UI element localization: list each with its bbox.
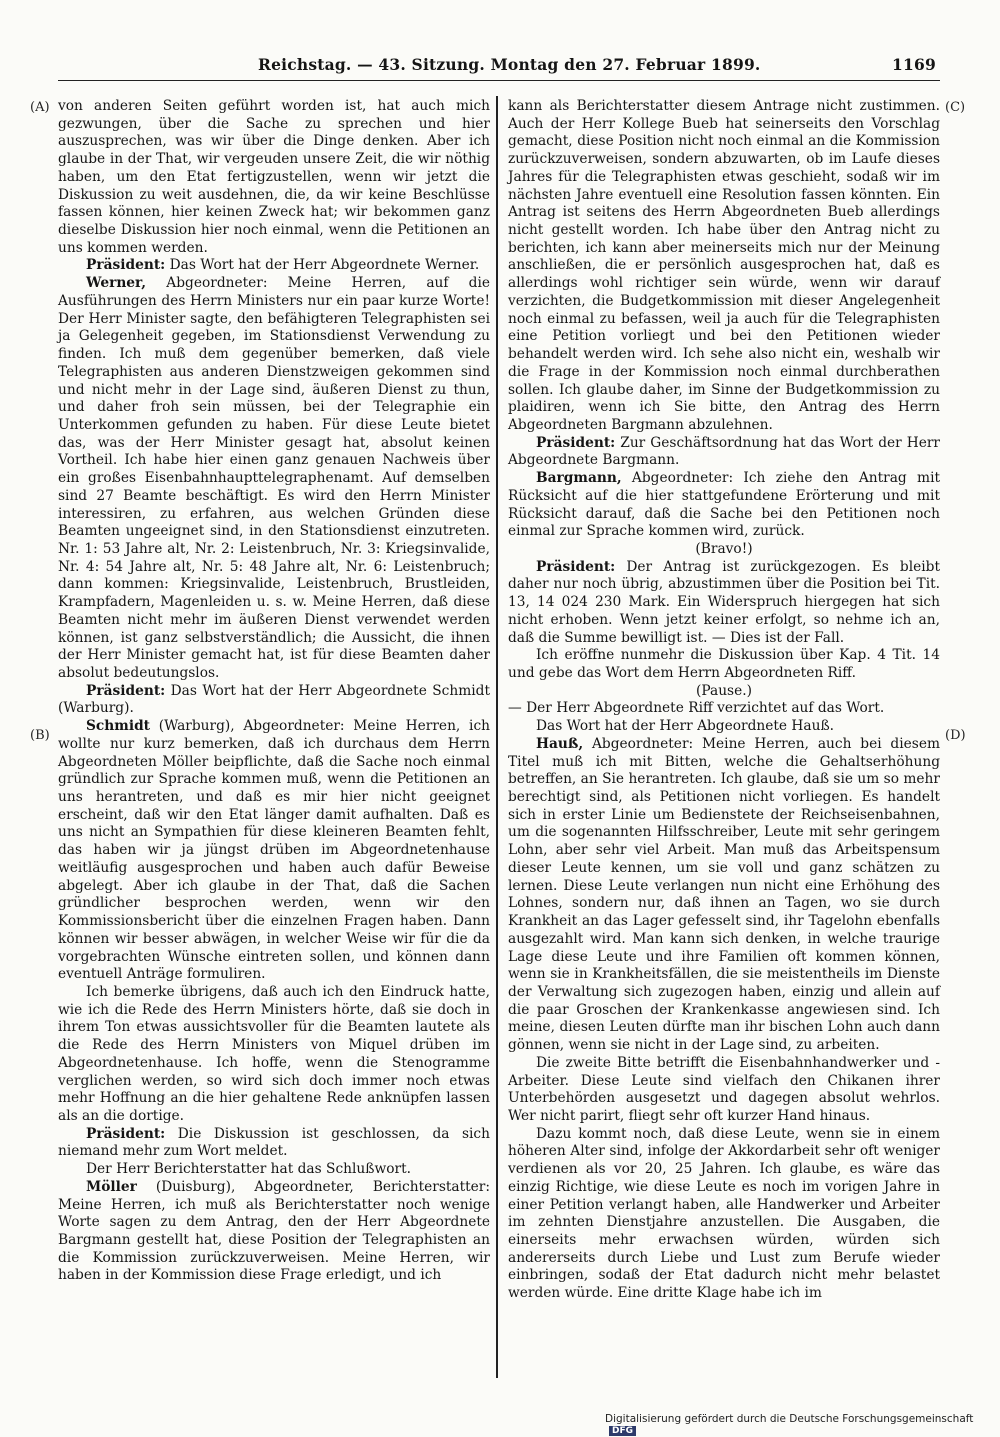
paragraph-text: Die Diskussion ist geschlossen, da sich niemand mehr zum Wort meldet. xyxy=(58,1125,490,1160)
paragraph xyxy=(58,1179,490,1285)
footer-credit xyxy=(605,1413,1000,1437)
header-title: Reichstag. — 43. Sitzung. Montag den 27. Februar 1899. xyxy=(258,55,761,74)
speaker-name: Möller xyxy=(86,1178,137,1195)
paragraph xyxy=(508,700,940,718)
paragraph xyxy=(508,435,940,470)
margin-mark-b: (B) xyxy=(30,728,50,743)
paragraph xyxy=(508,647,940,682)
speaker-name: Präsident: xyxy=(86,1125,166,1142)
page-number: 1169 xyxy=(892,55,936,74)
paragraph-text: Ich bemerke übrigens, daß auch ich den Eindruck hatte, wie ich die Rede des Herrn Ministers hörte, daß sie doch in ihrem Ton etwas aussichtsvoller für die Beamten lautete als die Rede des Herrn Ministers von Miquel drüben im Abgeordnetenhause. Ich hoffe, wenn die Stenogramme verglichen werden, so wird sich doch immer noch etwas mehr Hoffnung an die hier gehaltene Rede anknüpfen lassen als an die dortige. xyxy=(58,983,490,1124)
paragraph xyxy=(58,683,490,718)
speaker-name: Präsident: xyxy=(536,558,616,575)
paragraph-text: — Der Herr Abgeordnete Riff verzichtet auf das Wort. xyxy=(508,700,885,717)
paragraph xyxy=(508,98,940,435)
speaker-name: Werner, xyxy=(86,275,147,292)
paragraph xyxy=(508,1055,940,1126)
paragraph-text: Dazu kommt noch, daß diese Leute, wenn sie in einem höheren Alter sind, infolge der Akkordarbeit sehr oft weniger verdienen als vor 20, 25 Jahren. Ich glaube, es wäre das einzig Richtige, wie diese Leute es noch im vorigen Jahre in einer Petition verlangt haben, alle Handwerker und Arbeiter im zehnten Dienstjahre anzustellen. Die Ausgaben, die einerseits mehr erwachsen würden, würden sich andererseits durch Liebe und Lust zum Berufe wieder einbringen, sodaß der Etat dadurch nicht mehr belastet werden würde. Eine dritte Klage habe ich im xyxy=(508,1125,940,1302)
paragraph xyxy=(58,984,490,1126)
paragraph-text: Die zweite Bitte betrifft die Eisenbahnhandwerker und -Arbeiter. Diese Leute sind vielfach den Chikanen ihrer Unterbehörden ausgesetzt und dagegen absolut wehrlos. Wer nicht parirt, fliegt sehr oft kurzer Hand hinaus. xyxy=(508,1054,940,1124)
column-divider xyxy=(496,96,498,1378)
paragraph-text: Abgeordneter: Meine Herren, auch bei diesem Titel muß ich mit Bitten, welche die Gehaltserhöhung betreffen, an Sie herantreten. Ich glaube, daß sie um so mehr berechtigt sind, als Petitionen nicht vorliegen. Es handelt sich in erster Linie um Bedienstete der Reichseisenbahnen, um die sogenannten Hilfsschreiber, Leute mit sehr geringem Lohn, aber sehr viel Arbeit. Man muß das Arbeitspensum dieser Leute kennen, um sie voll und ganz schätzen zu lernen. Diese Leute verlangen nun nicht eine Erhöhung des Lohnes, sondern nur, daß ihnen an Tagen, wo sie durch Krankheit an das Lager gefesselt sind, ihr Tagelohn ebenfalls ausgezahlt wird. Man kann sich denken, in welche traurige Lage diese Leute und ihre Familien oft kommen können, wenn sie in Krankheitsfällen, die sie meistentheils im Dienste der Verwaltung sich zugezogen haben, einzig und allein auf die paar Groschen der Krankenkasse angewiesen sind. Ich meine, diesen Leuten dürfte man ihr bischen Lohn auch dann gönnen, wenn sie nicht in der Lage sind, zu arbeiten. xyxy=(508,735,940,1054)
speaker-name: Hauß, xyxy=(536,735,584,752)
paragraph-text: Abgeordneter: Meine Herren, auf die Ausführungen des Herrn Ministers nur ein paar kurze Worte! Der Herr Minister sagte, den befähigteren Telegraphisten sei ja Gelegenheit gegeben, im Stationsdienst Verwendung zu finden. Ich muß dem gegenüber bemerken, daß viele Telegraphisten aus anderen Dienstzweigen gekommen sind und nicht mehr in der Lage sind, äußeren Dienst zu thun, und daher froh sein müssen, bei der Telegraphie ein Unterkommen gefunden zu haben. Für diese Leute bietet das, was der Herr Minister gesagt hat, absolut keinen Vortheil. Ich habe hier einen ganz genauen Nachweis über ein großes Eisenbahnhaupttelegraphenamt. Auf demselben sind 27 Beamte beschäftigt. Es wird den Herrn Minister interessiren, zu erfahren, aus welchen Gründen diese Beamten ungeeignet sind, in den Stationsdienst einzutreten. Nr. 1: 53 Jahre alt, Nr. 2: Leistenbruch, Nr. 3: Kriegsinvalide, Nr. 4: 54 Jahre alt, Nr. 5: 48 Jahre alt, Nr. 6: Leistenbruch; dann kommen: Kriegsinvalide, Leistenbruch, Brustleiden, Krampfadern, Magenleiden u. s. w. Meine Herren, daß diese Beamten nicht mehr im äußeren Dienst verwendet werden können, ist ganz selbstverständlich; die Aussicht, die ihnen der Herr Minister gemacht hat, ist für diese Beamten daher absolut bedeutungslos. xyxy=(58,275,490,681)
paragraph-text: (Duisburg), Abgeordneter, Berichterstatter: Meine Herren, ich muß als Berichterstatter noch wenige Worte sagen zu dem Antrag, den der Herr Abgeordnete Bargmann gestellt hat, diese Position der Telegraphisten an die Kommission zurückzuverweisen. Meine Herren, wir haben in der Kommission diese Frage erledigt, und ich xyxy=(58,1178,490,1284)
paragraph-text: von anderen Seiten geführt worden ist, hat auch mich gezwungen, über die Sache zu sprechen und hier auszusprechen, was wir über die Dinge denken. Aber ich glaube in der That, wir vergeuden unsere Zeit, die wir nöthig haben, um den Etat fertigzustellen, wenn wir jetzt die Diskussion zu weit ausdehnen, die, da wir keine Beschlüsse fassen können, hier keinen Zweck hat; wir bekommen ganz dieselbe Diskussion hier noch einmal, wenn die Petitionen an uns kommen werden. xyxy=(58,98,490,256)
paragraph xyxy=(58,275,490,683)
paragraph xyxy=(58,98,490,257)
paragraph xyxy=(58,1126,490,1161)
running-header xyxy=(58,52,940,81)
paragraph-text: (Bravo!) xyxy=(695,540,753,557)
paragraph xyxy=(58,718,490,984)
paragraph-text: Zur Geschäftsordnung hat das Wort der Herr Abgeordnete Bargmann. xyxy=(508,434,940,469)
left-text-column xyxy=(58,98,490,1285)
speaker-name: Präsident: xyxy=(536,434,616,451)
margin-mark-d: (D) xyxy=(945,728,966,743)
margin-mark-c: (C) xyxy=(945,100,966,115)
speaker-name: Schmidt xyxy=(86,718,151,735)
paragraph-text: (Pause.) xyxy=(696,682,752,699)
paragraph xyxy=(508,683,940,701)
paragraph-text: Das Wort hat der Herr Abgeordnete Schmidt (Warburg). xyxy=(58,682,490,717)
paragraph-text: kann als Berichterstatter diesem Antrage nicht zustimmen. Auch der Herr Kollege Bueb hat seinerseits den Vorschlag gemacht, diese Position nicht noch einmal an die Kommission zurückzuverweisen, sondern abzuwarten, ob im Laufe dieses Jahres für die Telegraphisten etwas geschieht, sodaß wir im nächsten Jahre eventuell eine Resolution fassen könnten. Ein Antrag ist seitens des Herrn Abgeordneten Bueb allerdings nicht gestellt worden. Ich habe über den Antrag nicht zu berichten, ich kann aber meinerseits mich nur der Meinung anschließen, die er persönlich ausgesprochen hat, daß es allerdings wohl richtiger sein würde, wenn wir darauf verzichten, die Budgetkommission mit dieser Angelegenheit noch einmal zu befassen, weil ja auch für die Telegraphisten eine Petition vorliegt und bei den Petitionen wieder behandelt werden wird. Ich sehe also nicht ein, weshalb wir die Frage in der Kommission noch einmal durchberathen sollen. Ich glaube daher, im Sinne der Budgetkommission zu plaidiren, wenn ich Sie bitte, den Antrag des Herrn Abgeordneten Bargmann abzulehnen. xyxy=(508,98,940,433)
speaker-name: Präsident: xyxy=(86,257,166,274)
margin-mark-a: (A) xyxy=(30,100,50,115)
paragraph xyxy=(508,559,940,648)
right-text-column xyxy=(508,98,940,1303)
paragraph xyxy=(58,1161,490,1179)
dfg-logo: DFG xyxy=(609,1426,636,1436)
paragraph-text: Ich eröffne nunmehr die Diskussion über Kap. 4 Tit. 14 und gebe das Wort dem Herrn Abgeordneten Riff. xyxy=(508,647,940,681)
footer-text: Digitalisierung gefördert durch die Deutsche Forschungsgemeinschaft xyxy=(605,1413,974,1425)
paragraph xyxy=(508,718,940,736)
speaker-name: Präsident: xyxy=(86,682,166,699)
paragraph-text: Abgeordneter: Ich ziehe den Antrag mit Rücksicht auf die hier stattgefundene Erörterung und mit Rücksicht darauf, daß die Sache bei den Petitionen noch einmal zur Sprache kommen wird, zurück. xyxy=(508,470,940,540)
speaker-name: Bargmann, xyxy=(536,470,622,487)
paragraph xyxy=(508,1126,940,1303)
paragraph xyxy=(508,736,940,1055)
paragraph-text: Der Herr Berichterstatter hat das Schlußwort. xyxy=(86,1161,411,1178)
paragraph-text: Das Wort hat der Herr Abgeordnete Werner. xyxy=(165,257,480,274)
paragraph-text: Das Wort hat der Herr Abgeordnete Hauß. xyxy=(536,718,835,735)
paragraph xyxy=(58,257,490,275)
paragraph-text: Der Antrag ist zurückgezogen. Es bleibt daher nur noch übrig, abzustimmen über die Position bei Tit. 13, 14 024 230 Mark. Ein Widerspruch hiergegen hat sich nicht erhoben. Wenn jetzt keiner erfolgt, so nehme ich an, daß die Summe bewilligt ist. — Dies ist der Fall. xyxy=(508,558,940,646)
paragraph xyxy=(508,541,940,559)
paragraph-text: (Warburg), Abgeordneter: Meine Herren, ich wollte nur kurz bemerken, daß ich durchaus dem Herrn Abgeordneten Möller beipflichte, daß die Sache noch einmal gründlich zur Sprache kommen muß, wenn die Petitionen an uns herantreten, und daß es mir hier nicht geeignet erscheint, daß wir den Etat länger damit aufhalten. Daß es uns nicht an Sympathien für diese kleineren Beamten fehlt, das haben wir ja jüngst drüben im Abgeordnetenhause weitläufig ausgesprochen und haben auch dafür Beweise abgelegt. Aber ich glaube in der That, daß die Sachen gründlicher besprochen werden, wenn wir den Kommissionsbericht über die einzelnen Fragen haben. Dann können wir besser abwägen, in welcher Weise wir für die da vorgebrachten Wünsche eintreten sollen, und können dann eventuell Anträge formuliren. xyxy=(58,718,490,983)
paragraph xyxy=(508,470,940,541)
